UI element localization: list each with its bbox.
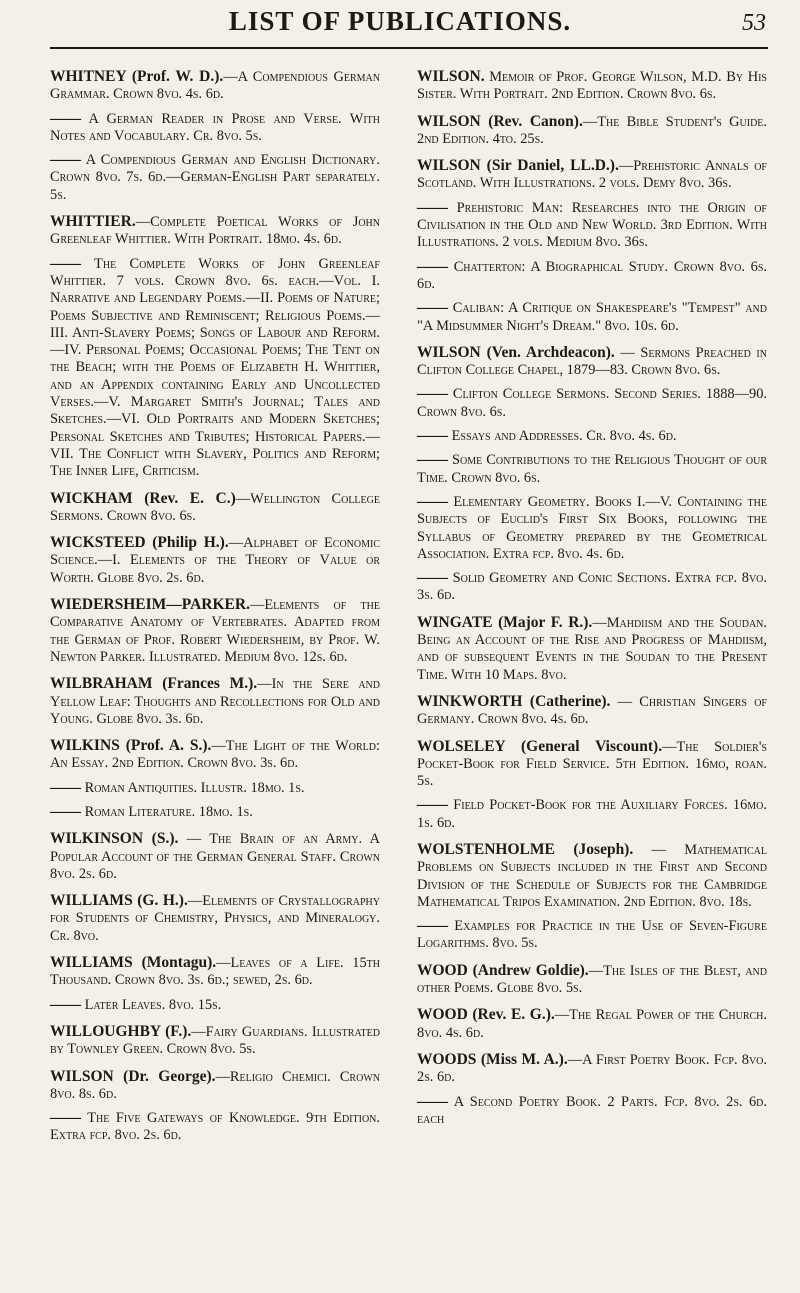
publication-entry bbox=[417, 157, 767, 193]
entry-text: —Alphabet of Economic Science.—I. Elements of the Theory of Value or Worth. Globe 8vo. 2s. 6d. bbox=[50, 535, 380, 586]
entry-text: A German Reader in Prose and Verse. With Notes and Vocabulary. Cr. 8vo. 5s. bbox=[50, 110, 380, 144]
entry-text: —Leaves of a Life. 15th Thousand. Crown 8vo. 3s. 6d.; sewed, 2s. 6d. bbox=[50, 955, 380, 989]
entry-author: WOOD (Andrew Goldie). bbox=[417, 961, 589, 979]
publication-entry bbox=[50, 596, 380, 666]
entry-author: WILBRAHAM (Frances M.). bbox=[50, 675, 258, 693]
entry-author: —— bbox=[417, 569, 448, 587]
left-column bbox=[50, 68, 380, 1154]
entry-text: Prehistoric Man: Researches into the Origin of Civilisation in the Old and New World. 3rd Edition. With Illustrations. 2 vols. Medium 8vo. 36s. bbox=[417, 199, 767, 251]
publication-entry bbox=[50, 675, 380, 728]
entry-author: —— bbox=[50, 995, 81, 1013]
publication-entry bbox=[50, 490, 380, 526]
entry-text: —Complete Poetical Works of John Greenleaf Whittier. With Portrait. 18mo. 4s. 6d. bbox=[50, 214, 380, 248]
entry-text: —A Compendious German Grammar. Crown 8vo. 4s. 6d. bbox=[50, 69, 380, 103]
entry-text: —Fairy Guardians. Illustrated by Townley Green. Crown 8vo. 5s. bbox=[50, 1023, 380, 1058]
publication-entry bbox=[50, 892, 380, 945]
publication-entry bbox=[417, 796, 767, 832]
publication-entry bbox=[50, 1109, 380, 1145]
publication-entry bbox=[50, 151, 380, 204]
entry-text: Essays and Addresses. Cr. 8vo. 4s. 6d. bbox=[448, 428, 677, 445]
entry-author: —— bbox=[417, 917, 448, 935]
publication-entry bbox=[50, 534, 380, 587]
entry-author: —— bbox=[50, 778, 81, 796]
entry-text: —The Bible Student's Guide. 2nd Edition. 4to. 25s. bbox=[417, 113, 768, 147]
entry-text: Chatterton: A Biographical Study. Crown 8vo. 6s. 6d. bbox=[417, 258, 767, 292]
entry-author: WILSON (Rev. Canon). bbox=[417, 112, 583, 130]
entry-author: WILKINSON (S.). bbox=[50, 830, 179, 848]
publication-entry bbox=[50, 830, 380, 883]
entry-text: Roman Literature. 18mo. 1s. bbox=[81, 803, 253, 820]
entry-text: Memoir of Prof. George Wilson, M.D. By His Sister. With Portrait. 2nd Edition. Crown 8vo. 6s. bbox=[417, 69, 767, 103]
publication-entry bbox=[417, 917, 767, 953]
entry-text: Roman Antiquities. Illustr. 18mo. 1s. bbox=[81, 779, 305, 796]
publication-entry bbox=[417, 344, 767, 380]
entry-author: WICKHAM (Rev. E. C.) bbox=[50, 489, 236, 507]
entry-author: WHITTIER. bbox=[50, 213, 136, 231]
entry-text: — Christian Singers of Germany. Crown 8vo. 4s. 6d. bbox=[417, 693, 767, 728]
entry-author: WOLSTENHOLME (Joseph). bbox=[417, 840, 634, 858]
publication-entry bbox=[417, 1006, 767, 1042]
page-number: 53 bbox=[742, 10, 766, 36]
publication-entry bbox=[50, 255, 380, 481]
entry-author: WILLIAMS (G. H.). bbox=[50, 892, 188, 910]
entry-text: — The Brain of an Army. A Popular Account of the German General Staff. Crown 8vo. 2s. 6d. bbox=[50, 831, 380, 882]
entry-text: —Wellington College Sermons. Crown 8vo. 6s. bbox=[50, 490, 380, 524]
entry-author: WILKINS (Prof. A. S.). bbox=[50, 737, 212, 755]
entry-author: WILSON. bbox=[417, 68, 485, 85]
entry-text: A Compendious German and English Dictionary. Crown 8vo. 7s. 6d.—German-English Part separately. 5s. bbox=[50, 152, 380, 203]
publication-entry bbox=[50, 954, 380, 990]
entry-author: —— bbox=[50, 109, 81, 127]
entry-text: The Five Gateways of Knowledge. 9th Edition. Extra fcp. 8vo. 2s. 6d. bbox=[50, 1110, 380, 1144]
publication-entry bbox=[50, 737, 380, 773]
entry-text: Field Pocket-Book for the Auxiliary Forces. 16mo. 1s. 6d. bbox=[417, 797, 767, 831]
entry-text: —Mahdiism and the Soudan. Being an Account of the Rise and Progress of Mahdiism, and of subsequent Events in the Soudan to the Present Time. With 10 Maps. 8vo. bbox=[417, 614, 767, 683]
entry-author: WILSON (Dr. George). bbox=[50, 1067, 216, 1085]
publication-entry bbox=[50, 110, 380, 146]
publication-entry bbox=[417, 258, 767, 294]
entry-author: WINKWORTH (Catherine). bbox=[417, 692, 611, 710]
entry-author: WILLIAMS (Montagu). bbox=[50, 954, 217, 972]
entry-author: —— bbox=[50, 151, 81, 169]
right-column bbox=[417, 68, 767, 1137]
entry-text: Elementary Geometry. Books I.—V. Containing the Subjects of Euclid's First Six Books, following the Syllabus of Geometry prepared by the Geometrical Association. Extra fcp. 8vo. 4s. 6d. bbox=[417, 493, 767, 562]
entry-text: The Complete Works of John Greenleaf Whittier. 7 vols. Crown 8vo. 6s. each.—Vol. I. Narrative and Legendary Poems.—II. Poems of Nature; Poems Subjective and Reminiscent; Religious Poems.—III. Anti-Slavery Poems; Songs of Labour and Reform.—IV. Personal Poems; Occasional Poems; The Tent on the Beach; with the Poems of Elizabeth H. Whittier, and an Appendix containing Early and Uncollected Verses.—V. Margaret Smith's Journal; Tales and Sketches.—VI. Old Portraits and Modern Sketches; Personal Sketches and Tributes; Historical Papers.—VII. The Conflict with Slavery, Politics and Reform; The Inner Life, Criticism. bbox=[50, 255, 380, 480]
entry-text: —Religio Chemici. Crown 8vo. 8s. 6d. bbox=[50, 1068, 380, 1102]
entry-author: —— bbox=[417, 451, 448, 469]
entry-author: WIEDERSHEIM—PARKER. bbox=[50, 596, 250, 614]
publication-entry bbox=[417, 385, 767, 421]
entry-text: —In the Sere and Yellow Leaf: Thoughts and Recollections for Old and Young. Globe 8vo. 3s. 6d. bbox=[50, 676, 380, 727]
publication-entry bbox=[50, 803, 380, 821]
publication-entry bbox=[50, 1023, 380, 1059]
page-title: LIST OF PUBLICATIONS. bbox=[228, 6, 572, 36]
entry-author: WOODS (Miss M. A.). bbox=[417, 1050, 568, 1068]
publication-entry bbox=[417, 68, 767, 104]
publication-entry bbox=[417, 693, 767, 729]
entry-text: Some Contributions to the Religious Thought of our Time. Crown 8vo. 6s. bbox=[417, 452, 767, 486]
entry-text: Clifton College Sermons. Second Series. 1888—90. Crown 8vo. 6s. bbox=[417, 386, 767, 420]
publication-entry bbox=[417, 451, 767, 487]
entry-author: —— bbox=[417, 198, 448, 216]
entry-author: —— bbox=[417, 257, 448, 275]
publication-entry bbox=[417, 1051, 767, 1087]
entry-author: WINGATE (Major F. R.). bbox=[417, 613, 593, 631]
entry-text: — Mathematical Problems on Subjects included in the First and Second Division of the Schedule of Subjects for the Cambridge Mathematical Tripos Examination. 2nd Edition. 8vo. 18s. bbox=[417, 841, 767, 910]
entry-text: —Prehistoric Annals of Scotland. With Illustrations. 2 vols. Demy 8vo. 36s. bbox=[417, 158, 767, 192]
entry-text: —The Soldier's Pocket-Book for Field Service. 5th Edition. 16mo, roan. 5s. bbox=[417, 738, 767, 790]
entry-author: —— bbox=[417, 385, 448, 403]
entry-author: —— bbox=[417, 1092, 448, 1110]
publication-entry bbox=[417, 569, 767, 605]
publication-entry bbox=[50, 779, 380, 797]
entry-author: —— bbox=[50, 254, 81, 272]
publication-entry bbox=[417, 614, 767, 684]
entry-author: —— bbox=[50, 1109, 81, 1127]
entry-author: WILLOUGHBY (F.). bbox=[50, 1022, 192, 1040]
publication-entry bbox=[50, 213, 380, 249]
entry-author: —— bbox=[417, 299, 448, 317]
entry-text: — Sermons Preached in Clifton College Chapel, 1879—83. Crown 8vo. 6s. bbox=[417, 344, 767, 379]
publication-entry bbox=[50, 68, 380, 104]
publication-entry bbox=[417, 299, 767, 335]
entry-author: WOOD (Rev. E. G.). bbox=[417, 1006, 555, 1024]
entry-text: —A First Poetry Book. Fcp. 8vo. 2s. 6d. bbox=[417, 1051, 767, 1086]
publication-entry bbox=[417, 962, 767, 998]
entry-text: —Elements of the Comparative Anatomy of Vertebrates. Adapted from the German of Prof. Robert Wiedersheim, by Prof. W. Newton Parker. Illustrated. Medium 8vo. 12s. 6d. bbox=[50, 597, 380, 665]
publication-entry bbox=[417, 738, 767, 791]
entry-text: Later Leaves. 8vo. 15s. bbox=[81, 996, 222, 1013]
entry-text: —Elements of Crystallography for Students of Chemistry, Physics, and Mineralogy. Cr. 8vo. bbox=[50, 893, 381, 944]
entry-author: WOLSELEY (General Viscount). bbox=[417, 737, 663, 755]
entry-author: —— bbox=[417, 796, 448, 814]
entry-author: WICKSTEED (Philip H.). bbox=[50, 534, 229, 552]
header-rule bbox=[50, 47, 768, 49]
publication-entry bbox=[417, 427, 767, 445]
entry-author: —— bbox=[417, 492, 448, 510]
entry-text: —The Isles of the Blest, and other Poems. Globe 8vo. 5s. bbox=[417, 962, 767, 997]
publication-entry bbox=[417, 1093, 767, 1129]
entry-author: WILSON (Ven. Archdeacon). bbox=[417, 343, 615, 361]
entry-text: A Second Poetry Book. 2 Parts. Fcp. 8vo. 2s. 6d. each bbox=[417, 1093, 767, 1127]
publication-entry bbox=[417, 493, 767, 563]
publication-entry bbox=[417, 199, 767, 252]
entry-author: —— bbox=[50, 802, 81, 820]
entry-author: WILSON (Sir Daniel, LL.D.). bbox=[417, 157, 619, 175]
entry-text: Caliban: A Critique on Shakespeare's "Tempest" and "A Midsummer Night's Dream." 8vo. 10s. 6d. bbox=[417, 300, 767, 334]
publication-entry bbox=[50, 996, 380, 1014]
entry-author: —— bbox=[417, 427, 448, 445]
entry-text: —The Regal Power of the Church. 8vo. 4s. 6d. bbox=[417, 1007, 767, 1041]
entry-author: WHITNEY (Prof. W. D.). bbox=[50, 68, 224, 85]
entry-text: Solid Geometry and Conic Sections. Extra fcp. 8vo. 3s. 6d. bbox=[417, 570, 767, 604]
entry-text: —The Light of the World: An Essay. 2nd Edition. Crown 8vo. 3s. 6d. bbox=[50, 738, 380, 772]
entry-text: Examples for Practice in the Use of Seven-Figure Logarithms. 8vo. 5s. bbox=[417, 918, 767, 952]
publication-entry bbox=[417, 841, 767, 911]
page-header bbox=[0, 0, 800, 54]
publication-entry bbox=[50, 1068, 380, 1104]
publication-entry bbox=[417, 113, 767, 149]
